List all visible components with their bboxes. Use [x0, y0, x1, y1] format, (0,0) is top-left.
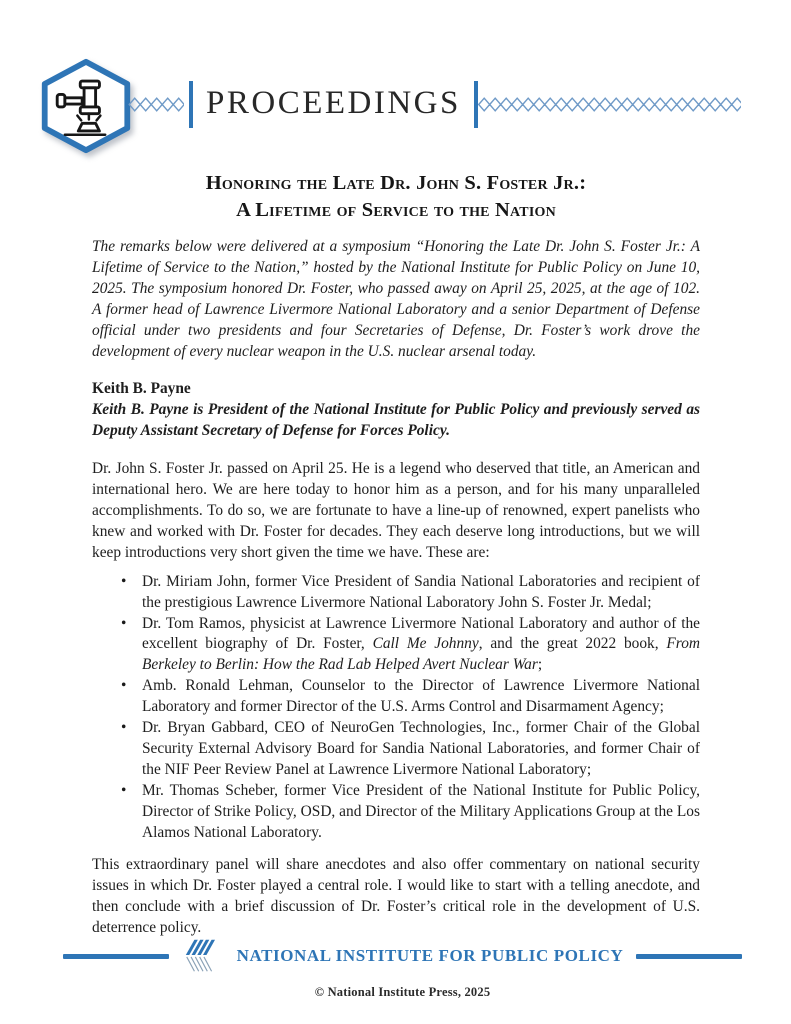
body-paragraph-1: Dr. John S. Foster Jr. passed on April 25. He is a legend who deserved that title, an American and international hero. We are here today to honor him as a person, and for his many unparalleled accomplishments. To do so, we are fortunate to have a line-up of renowned, expert panelists who knew and worked with Dr. Foster for decades. They each deserve long introductions, but we will keep introductions very short given the time we have. These are: — [92, 460, 700, 561]
list-item: • Dr. Bryan Gabbard, CEO of NeuroGen Technologies, Inc., former Chair of the Global Security External Advisory Board for Sandia National Laboratories, and former Chair of the NIF Peer Review Panel at Lawrence Livermore National Laboratory; — [92, 718, 700, 781]
footer-org-name: NATIONAL INSTITUTE FOR PUBLIC POLICY — [236, 946, 624, 965]
masthead-band — [128, 80, 741, 128]
panelist-list — [92, 572, 700, 844]
copyright-line: © National Institute Press, 2025 — [314, 985, 491, 999]
list-item: • Dr. Miriam John, former Vice President of Sandia National Laboratories and recipient of the prestigious Lawrence Livermore National Laboratory John S. Foster Jr. Medal; — [92, 572, 700, 614]
list-item: • Dr. Tom Ramos, physicist at Lawrence Livermore National Laboratory and author of the excellent biography of Dr. Foster, Call Me Johnny, and the great 2022 book, From Berkeley to Berlin: How the Rad Lab Helped Avert Nuclear War; — [92, 614, 700, 677]
body-paragraph-2: This extraordinary panel will share anecdotes and also offer commentary on national security issues in which Dr. Foster played a central role. I would like to start with a telling anecdote, and then conclude with a brief discussion of Dr. Foster’s critical role in the development of U.S. deterrence policy. — [92, 856, 700, 937]
footer-rule-right — [636, 954, 742, 959]
nipp-logo-icon — [182, 936, 224, 976]
diamond-chain-right — [478, 97, 741, 112]
article-title-line2: A Lifetime of Service to the Nation — [236, 199, 556, 221]
symposium-intro-paragraph: The remarks below were delivered at a symposium “Honoring the Late Dr. John S. Foster Jr.: A Lifetime of Service to the Nation,” hosted by the National Institute for Public Policy on June 10, 2025. The symposium honored Dr. Foster, who passed away on April 25, 2025, at the age of 102. A former head of Lawrence Livermore National Laboratory and a senior Department of Defense official under two presidents and four Secretaries of Defense, Dr. Foster’s work drove the development of every nuclear weapon in the U.S. nuclear arsenal today. — [92, 238, 700, 360]
diamond-chain-left — [128, 97, 184, 112]
masthead-header — [0, 0, 791, 160]
footer-rule-left — [63, 954, 169, 959]
list-item: • Mr. Thomas Scheber, former Vice President of the National Institute for Public Policy, Director of Strike Policy, OSD, and Director of the Military Applications Group at the Los Alamos National Laboratory. — [92, 781, 700, 844]
footer — [63, 936, 742, 1000]
article-title-line1: Honoring the Late Dr. John S. Foster Jr.: — [205, 172, 587, 194]
speaker-bio: Keith B. Payne is President of the National Institute for Public Policy and previously served as Deputy Assistant Secretary of Defense for Forces Policy. — [92, 401, 700, 440]
footer-band — [63, 936, 742, 976]
speaker-name: Keith B. Payne — [92, 380, 191, 398]
list-item: • Amb. Ronald Lehman, Counselor to the Director of Lawrence Livermore National Laboratory and former Director of the U.S. Arms Control and Disarmament Agency; — [92, 676, 700, 718]
article-title — [92, 170, 700, 224]
document-body — [92, 170, 700, 939]
gavel-hexagon-icon — [36, 58, 136, 154]
masthead-title: PROCEEDINGS — [206, 84, 461, 121]
